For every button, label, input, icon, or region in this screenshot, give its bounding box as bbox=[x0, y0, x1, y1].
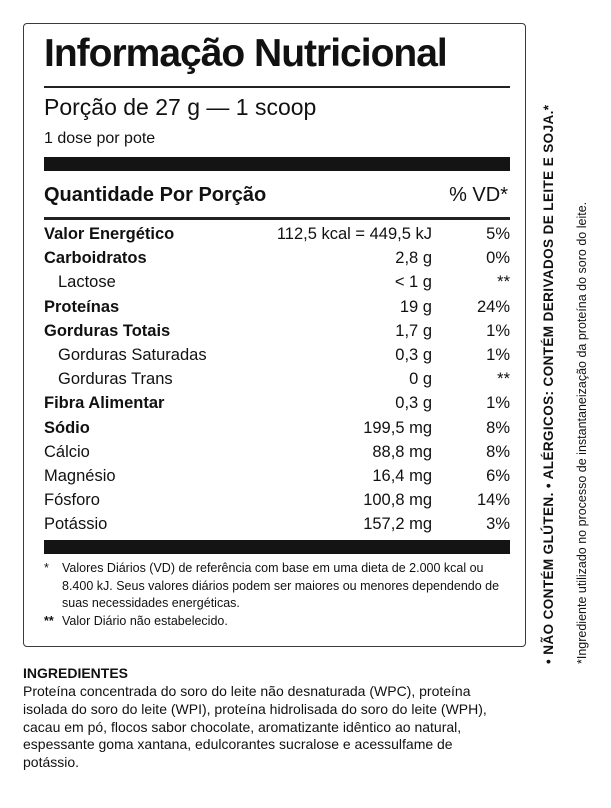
nutrient-vd: 1% bbox=[486, 321, 510, 340]
nutrient-amount: 88,8 mg bbox=[372, 442, 432, 461]
nutrient-name: Gorduras Totais bbox=[44, 321, 171, 340]
footnote-text: Valores Diários (VD) de referência com base em uma dieta de 2.000 kcal ou 8.400 kJ. Seus valores diários podem ser maiores ou menores dependendo de suas necessidades energéticas. bbox=[62, 561, 500, 610]
table-row bbox=[44, 344, 510, 368]
table-row bbox=[44, 223, 510, 247]
nutrient-name: Fósforo bbox=[44, 491, 100, 510]
thick-divider-bottom bbox=[44, 540, 510, 554]
table-row bbox=[44, 271, 510, 295]
column-header-quantity: Quantidade Por Porção bbox=[44, 184, 267, 206]
footnote-mark: ** bbox=[44, 613, 54, 628]
title-divider bbox=[44, 86, 510, 88]
footnotes bbox=[44, 560, 510, 630]
nutrient-vd: 1% bbox=[486, 345, 510, 364]
doses-per-container: 1 dose por pote bbox=[44, 130, 156, 147]
nutrient-name: Cálcio bbox=[44, 442, 90, 461]
table-row bbox=[44, 441, 510, 465]
table-row bbox=[44, 465, 510, 489]
nutrient-amount: 16,4 mg bbox=[372, 466, 432, 485]
nutrient-amount: 1,7 g bbox=[395, 321, 432, 340]
nutrient-vd: 8% bbox=[486, 442, 510, 461]
nutrient-amount: 0,3 g bbox=[395, 394, 432, 413]
nutrient-vd: 8% bbox=[486, 418, 510, 437]
nutrient-amount: 0 g bbox=[409, 370, 432, 389]
table-row bbox=[44, 489, 510, 513]
nutrient-amount: 112,5 kcal = 449,5 kJ bbox=[276, 225, 432, 243]
table-row bbox=[44, 392, 510, 416]
nutrient-vd: 24% bbox=[476, 297, 510, 316]
table-row bbox=[44, 368, 510, 392]
nutrient-name: Carboidratos bbox=[44, 249, 147, 268]
nutrient-vd: 3% bbox=[486, 515, 510, 534]
nutrient-vd: ** bbox=[497, 273, 510, 292]
nutrition-facts-panel bbox=[23, 23, 526, 647]
footnote-mark: * bbox=[44, 561, 49, 575]
nutrient-name: Gorduras Trans bbox=[58, 370, 173, 389]
nutrient-amount: 19 g bbox=[399, 297, 432, 316]
nutrient-vd: ** bbox=[497, 370, 510, 389]
nutrient-vd: 0% bbox=[486, 249, 510, 268]
thick-divider-top bbox=[44, 157, 510, 171]
label-title: Informação Nutricional bbox=[44, 32, 447, 75]
column-header-vd: % VD* bbox=[449, 184, 508, 206]
nutrient-amount: 157,2 mg bbox=[363, 515, 432, 534]
nutrient-table bbox=[44, 223, 510, 537]
ingredient-footnote: *Ingrediente utilizado no processo de instantaneização da proteína do soro do leite. bbox=[575, 201, 589, 664]
table-row bbox=[44, 513, 510, 537]
nutrient-amount: 2,8 g bbox=[395, 249, 432, 268]
nutrient-amount: 100,8 mg bbox=[363, 491, 432, 510]
nutrient-name: Potássio bbox=[44, 515, 108, 534]
nutrient-amount: 199,5 mg bbox=[363, 418, 432, 437]
nutrient-amount: < 1 g bbox=[394, 273, 432, 292]
nutrient-name: Lactose bbox=[58, 273, 116, 292]
nutrient-vd: 6% bbox=[486, 466, 510, 485]
footnote bbox=[44, 613, 510, 631]
nutrient-name: Magnésio bbox=[44, 466, 116, 485]
nutrient-name: Proteínas bbox=[44, 297, 120, 316]
footnote-text: Valor Diário não estabelecido. bbox=[62, 613, 228, 628]
table-row bbox=[44, 417, 510, 441]
nutrient-name: Sódio bbox=[44, 418, 90, 437]
nutrient-name: Gorduras Saturadas bbox=[58, 345, 207, 364]
nutrient-vd: 1% bbox=[486, 394, 510, 413]
portion-size: Porção de 27 g — 1 scoop bbox=[44, 94, 317, 120]
header-divider bbox=[44, 217, 510, 220]
ingredients-list: Proteína concentrada do soro do leite não desnaturada (WPC), proteína isolada do soro do leite (WPI), proteína hidrolisada do soro do leite (WPH), cacau em pó, flocos sabor chocolate, aromatizante idêntico ao natural, espessante goma xantana, edulcorantes sucralose e acessulfame de potássio. bbox=[23, 683, 487, 771]
table-row bbox=[44, 320, 510, 344]
table-row bbox=[44, 296, 510, 320]
footnote bbox=[44, 560, 510, 613]
allergen-warning: • NÃO CONTÉM GLÚTEN. • ALÉRGICOS: CONTÉM DERIVADOS DE LEITE E SOJA.* bbox=[541, 104, 556, 664]
nutrient-vd: 14% bbox=[476, 491, 510, 510]
nutrient-amount: 0,3 g bbox=[395, 345, 432, 364]
nutrient-name: Fibra Alimentar bbox=[44, 394, 165, 413]
table-row bbox=[44, 247, 510, 271]
ingredients-heading: INGREDIENTES bbox=[23, 665, 129, 681]
nutrient-name: Valor Energético bbox=[44, 225, 175, 243]
nutrient-vd: 5% bbox=[486, 225, 510, 243]
